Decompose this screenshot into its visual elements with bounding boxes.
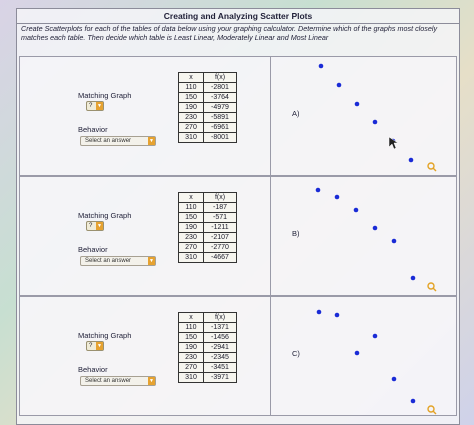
table-row: [179, 203, 237, 213]
table-row: [179, 243, 237, 253]
behavior-placeholder: Select an answer: [85, 378, 132, 384]
table-cell-x: 310: [179, 373, 204, 383]
matching-graph-select[interactable]: [86, 101, 104, 111]
table-cell-x: 190: [179, 103, 204, 113]
table-cell-fx: -571: [204, 213, 237, 223]
chevron-down-icon: ▼: [97, 103, 102, 109]
table-cell-fx: -1371: [204, 323, 237, 333]
graph-label-a: A): [292, 109, 300, 118]
table-row: [179, 333, 237, 343]
matching-graph-label: Matching Graph: [78, 331, 132, 340]
table-row: [179, 323, 237, 333]
table-cell-fx: -2941: [204, 343, 237, 353]
table-cell-fx: -4667: [204, 253, 237, 263]
data-point: [355, 351, 360, 356]
table-cell-fx: -2345: [204, 353, 237, 363]
data-point: [392, 377, 397, 382]
table-header-row: [179, 313, 237, 323]
table-row: [179, 363, 237, 373]
table-header-fx: f(x): [204, 313, 237, 323]
table-row: [179, 253, 237, 263]
problem-panel-c: [19, 296, 457, 416]
magnifier-icon[interactable]: [428, 163, 436, 171]
data-point: [354, 208, 359, 213]
data-table: [178, 192, 237, 263]
problem-panel-b: [19, 176, 457, 296]
behavior-label: Behavior: [78, 245, 108, 254]
chevron-down-icon: ▼: [149, 138, 154, 144]
behavior-select[interactable]: [80, 136, 156, 146]
table-header-row: [179, 193, 237, 203]
table-cell-fx: -187: [204, 203, 237, 213]
table-cell-fx: -2770: [204, 243, 237, 253]
table-row: [179, 123, 237, 133]
table-cell-x: 150: [179, 333, 204, 343]
data-point: [355, 102, 360, 107]
worksheet: [16, 8, 460, 425]
table-row: [179, 113, 237, 123]
behavior-placeholder: Select an answer: [85, 258, 132, 264]
data-point: [316, 188, 321, 193]
data-point: [337, 83, 342, 88]
table-row: [179, 223, 237, 233]
graph-label-c: C): [292, 349, 300, 358]
table-row: [179, 233, 237, 243]
table-cell-x: 110: [179, 203, 204, 213]
data-point: [411, 276, 416, 281]
table-cell-x: 310: [179, 133, 204, 143]
magnifier-icon[interactable]: [428, 283, 436, 291]
chevron-down-icon: ▼: [97, 223, 102, 229]
table-row: [179, 373, 237, 383]
behavior-label: Behavior: [78, 125, 108, 134]
table-row: [179, 213, 237, 223]
behavior-label: Behavior: [78, 365, 108, 374]
table-header-x: x: [179, 73, 204, 83]
data-table: [178, 72, 237, 143]
table-cell-x: 230: [179, 353, 204, 363]
table-header-fx: f(x): [204, 193, 237, 203]
table-header-x: x: [179, 193, 204, 203]
instructions-text: Create Scatterplots for each of the tables of data below using your graphing calculator. Determine which of the graphs most closely matches each table. Then decide which table is Least Linear, Moderately Linear and Most Linear: [21, 24, 438, 42]
data-point: [335, 313, 340, 318]
table-cell-fx: -8001: [204, 133, 237, 143]
data-point: [411, 399, 416, 404]
table-cell-x: 310: [179, 253, 204, 263]
table-cell-fx: -3764: [204, 93, 237, 103]
data-point: [373, 334, 378, 339]
scatter-plot-b: [271, 177, 457, 295]
matching-graph-value: ?: [89, 343, 93, 349]
table-cell-x: 190: [179, 343, 204, 353]
page-title: Creating and Analyzing Scatter Plots: [163, 11, 313, 21]
table-cell-fx: -6961: [204, 123, 237, 133]
table-cell-x: 150: [179, 213, 204, 223]
table-row: [179, 133, 237, 143]
table-cell-x: 270: [179, 243, 204, 253]
table-header-row: [179, 73, 237, 83]
table-cell-x: 110: [179, 323, 204, 333]
matching-graph-value: ?: [89, 103, 93, 109]
problem-panel-a: [19, 56, 457, 176]
behavior-placeholder: Select an answer: [85, 138, 132, 144]
data-table: [178, 312, 237, 383]
table-cell-x: 230: [179, 113, 204, 123]
matching-graph-label: Matching Graph: [78, 211, 132, 220]
table-cell-x: 110: [179, 83, 204, 93]
table-row: [179, 83, 237, 93]
table-cell-fx: -1456: [204, 333, 237, 343]
magnifier-icon[interactable]: [428, 406, 436, 414]
table-cell-fx: -5891: [204, 113, 237, 123]
data-point: [335, 195, 340, 200]
chevron-down-icon: ▼: [149, 378, 154, 384]
table-cell-fx: -2801: [204, 83, 237, 93]
behavior-select[interactable]: [80, 376, 156, 386]
table-header-x: x: [179, 313, 204, 323]
graph-label-b: B): [292, 229, 300, 238]
scatter-plot-a: [271, 57, 457, 175]
table-cell-x: 270: [179, 363, 204, 373]
data-point: [373, 226, 378, 231]
data-point: [373, 120, 378, 125]
data-point: [317, 310, 322, 315]
table-cell-fx: -3451: [204, 363, 237, 373]
table-cell-fx: -3971: [204, 373, 237, 383]
table-row: [179, 353, 237, 363]
chevron-down-icon: ▼: [149, 258, 154, 264]
table-cell-x: 270: [179, 123, 204, 133]
table-cell-x: 150: [179, 93, 204, 103]
table-cell-fx: -4979: [204, 103, 237, 113]
table-cell-x: 230: [179, 233, 204, 243]
table-row: [179, 343, 237, 353]
table-cell-fx: -1211: [204, 223, 237, 233]
matching-graph-label: Matching Graph: [78, 91, 132, 100]
data-point: [392, 239, 397, 244]
matching-graph-select[interactable]: [86, 341, 104, 351]
chevron-down-icon: ▼: [97, 343, 102, 349]
data-point: [319, 64, 324, 69]
table-cell-fx: -2107: [204, 233, 237, 243]
data-point: [409, 158, 414, 163]
table-row: [179, 93, 237, 103]
behavior-select[interactable]: [80, 256, 156, 266]
matching-graph-select[interactable]: [86, 221, 104, 231]
table-row: [179, 103, 237, 113]
matching-graph-value: ?: [89, 223, 93, 229]
table-cell-x: 190: [179, 223, 204, 233]
table-header-fx: f(x): [204, 73, 237, 83]
scatter-plot-c: [271, 297, 457, 415]
